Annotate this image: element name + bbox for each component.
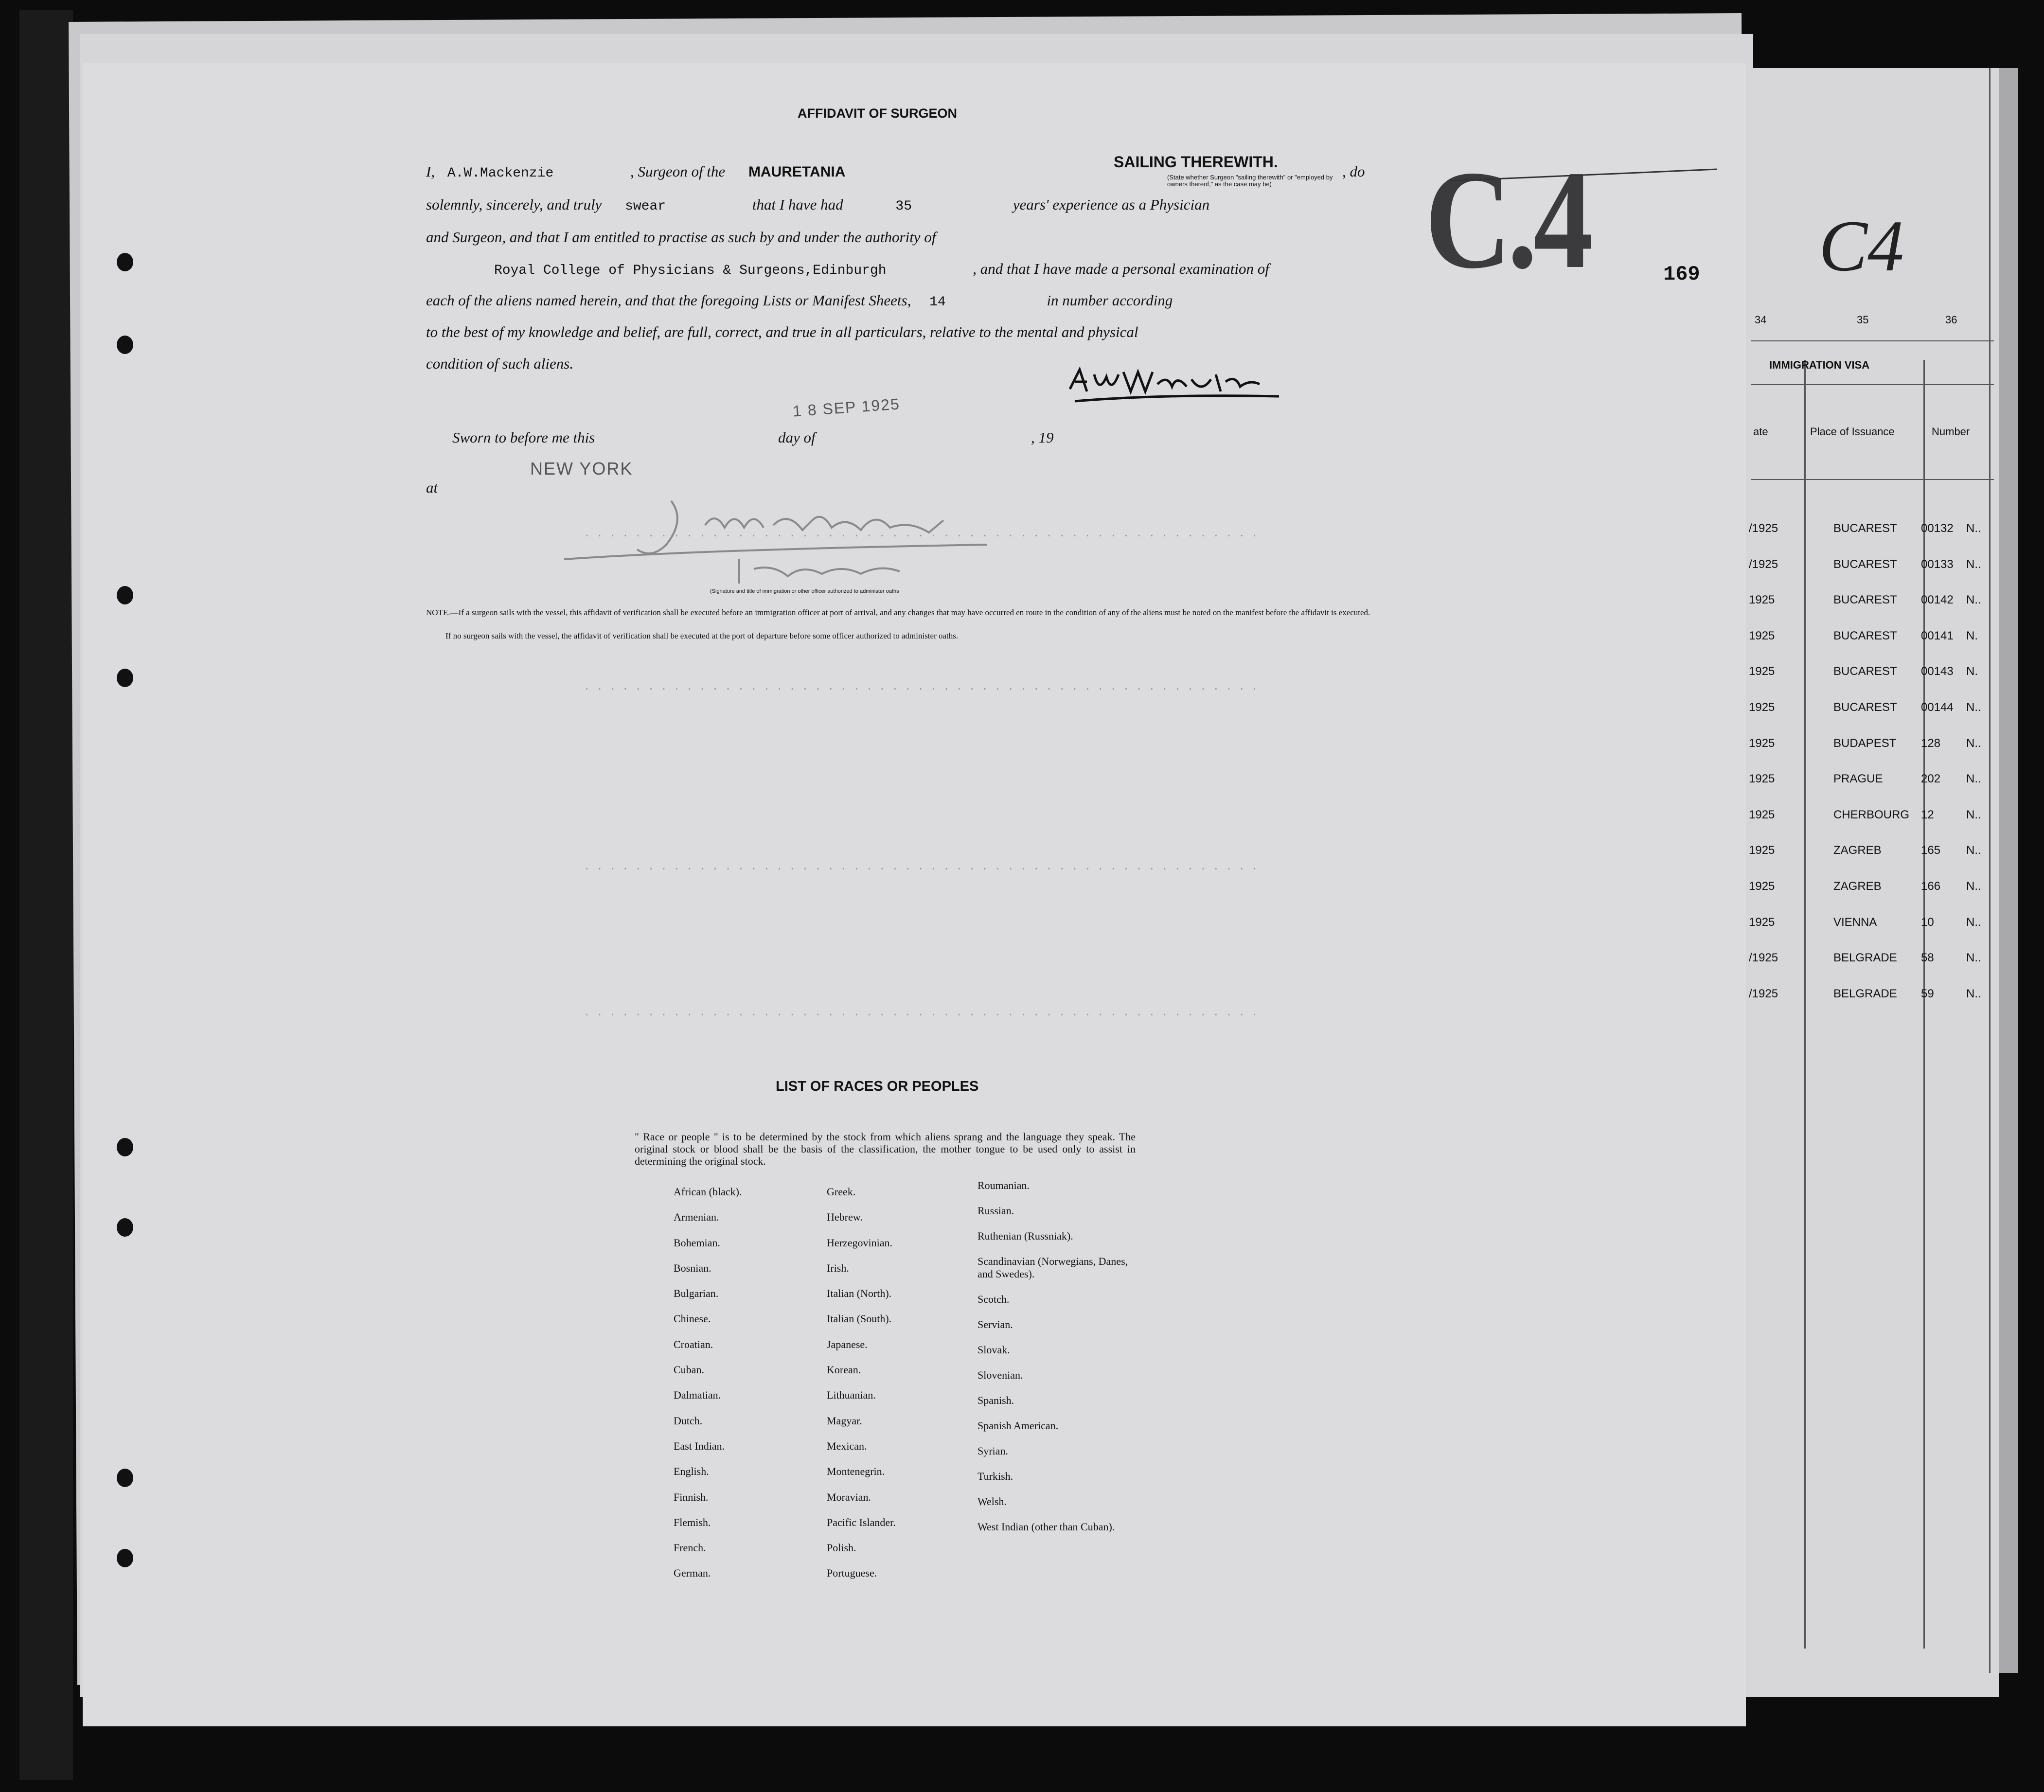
bleed-through-text: . . . . . . . . . . . . . . . . . . . . . . . . . . . . . . . . . . . . . . . . . . . . . . . . . . . . . <box>584 528 1258 540</box>
visa-mark-cell: N.. <box>1966 772 1981 785</box>
stamp-strike-line <box>1449 165 1722 185</box>
race-item: Scotch. <box>978 1293 1010 1305</box>
race-item: Ruthenian (Russniak). <box>978 1230 1073 1242</box>
visa-place-cell: PRAGUE <box>1833 772 1883 785</box>
signature-caption: (Signature and title of immigration or other officer authorized to administer oaths <box>710 588 899 594</box>
visa-number-cell: 58 <box>1921 951 1934 964</box>
race-item: Pacific Islander. <box>827 1516 896 1528</box>
visa-mark-cell: N.. <box>1966 916 1981 929</box>
visa-date-cell: /1925 <box>1749 987 1778 1000</box>
race-item: Russian. <box>978 1205 1014 1217</box>
race-item: Flemish. <box>674 1516 711 1528</box>
line-2-end: years' experience as a Physician <box>1013 196 1210 213</box>
race-item: Armenian. <box>674 1211 719 1224</box>
race-item: Slovak. <box>978 1344 1010 1356</box>
races-heading: LIST OF RACES OR PEOPLES <box>776 1079 979 1094</box>
page-number: 169 <box>1663 263 1700 286</box>
race-item: Magyar. <box>827 1414 862 1427</box>
binding-hole <box>117 1549 133 1567</box>
visa-place-cell: BUCAREST <box>1833 629 1897 642</box>
officer-signature <box>559 491 1094 593</box>
visa-date-cell: 1925 <box>1749 737 1775 750</box>
visa-mark-cell: N.. <box>1966 844 1981 857</box>
column-number: 34 <box>1755 314 1767 326</box>
visa-mark-cell: N.. <box>1966 558 1981 571</box>
years-value: 35 <box>895 199 912 214</box>
column-number: 36 <box>1945 314 1957 326</box>
race-item: Dalmatian. <box>674 1389 721 1402</box>
race-item: Turkish. <box>978 1470 1013 1482</box>
column-number: 35 <box>1857 314 1869 326</box>
year-prefix: , 19 <box>1031 429 1054 446</box>
visa-date-cell: 1925 <box>1749 844 1775 857</box>
race-item: Welsh. <box>978 1495 1007 1508</box>
page-edge <box>1999 68 2018 1673</box>
affidavit-heading: AFFIDAVIT OF SURGEON <box>798 106 957 121</box>
race-item: Portuguese. <box>827 1567 877 1579</box>
visa-place-cell: BUCAREST <box>1833 522 1897 535</box>
visa-date-cell: 1925 <box>1749 772 1775 785</box>
visa-mark-cell: N.. <box>1966 737 1981 750</box>
race-item: Lithuanian. <box>827 1389 876 1402</box>
ship-name: MAURETANIA <box>748 164 846 180</box>
visa-place-cell: BUCAREST <box>1833 558 1897 571</box>
date-stamp: 1 8 SEP 1925 <box>792 395 901 420</box>
line-1-start: I, <box>426 163 435 180</box>
visa-date-cell: /1925 <box>1749 522 1778 535</box>
visa-number-cell: 165 <box>1921 844 1941 857</box>
binding-hole <box>117 586 133 604</box>
officer-signature-text <box>584 574 594 575</box>
line-1-mid: , Surgeon of the <box>630 163 726 180</box>
visa-mark-cell: N. <box>1966 629 1978 642</box>
visa-number-cell: 10 <box>1921 916 1934 929</box>
race-item: Dutch. <box>674 1414 703 1427</box>
place-stamp: NEW YORK <box>530 459 633 479</box>
visa-heading: IMMIGRATION VISA <box>1769 359 1870 371</box>
visa-number-cell: 128 <box>1921 737 1941 750</box>
binding-hole <box>117 1218 133 1237</box>
visa-date-cell: 1925 <box>1749 629 1775 642</box>
visa-date-cell: 1925 <box>1749 880 1775 893</box>
race-item: Spanish. <box>978 1394 1014 1406</box>
authority-value: Royal College of Physicians & Surgeons,Edinburgh <box>494 263 887 278</box>
visa-place-cell: VIENNA <box>1833 916 1877 929</box>
visa-mark-cell: N.. <box>1966 593 1981 606</box>
surgeon-signature-text <box>1084 414 1091 415</box>
affidavit-line-3: and Surgeon, and that I am entitled to practise as such by and under the authority of <box>426 229 936 246</box>
race-item: Scandinavian (Norwegians, Danes, and Swedes). <box>978 1255 1128 1280</box>
page-code-stamp: C.4 <box>1425 142 1589 298</box>
visa-number-cell: 59 <box>1921 987 1934 1000</box>
races-column-2 <box>827 1179 973 1586</box>
race-item: Bosnian. <box>674 1261 711 1274</box>
visa-date-cell: /1925 <box>1749 951 1778 964</box>
oath-word: swear <box>625 199 666 214</box>
race-item: English. <box>674 1465 709 1478</box>
table-rule <box>1989 68 1991 1673</box>
binding-hole <box>117 336 133 354</box>
visa-mark-cell: N.. <box>1966 987 1981 1000</box>
race-item: Spanish American. <box>978 1419 1059 1432</box>
surgeon-name: A.W.Mackenzie <box>447 166 554 181</box>
race-item: Herzegovinian. <box>827 1236 892 1249</box>
race-item: Servian. <box>978 1318 1013 1331</box>
visa-mark-cell: N. <box>1966 665 1978 678</box>
visa-number-cell: 00144 <box>1921 701 1954 714</box>
visa-mark-cell: N.. <box>1966 951 1981 964</box>
visa-mark-cell: N.. <box>1966 808 1981 821</box>
races-column-1 <box>674 1179 819 1586</box>
race-item: Irish. <box>827 1261 849 1274</box>
visa-number-cell: 00141 <box>1921 629 1954 642</box>
table-rule <box>1751 479 1994 480</box>
sworn-label: Sworn to before me this <box>452 429 595 446</box>
race-item: Chinese. <box>674 1313 711 1325</box>
races-column-3 <box>978 1179 1138 1546</box>
sailing-note: (State whether Surgeon "sailing therewith" or "employed by owners thereof," as the case may be) <box>1167 174 1333 188</box>
visa-date-cell: 1925 <box>1749 665 1775 678</box>
visa-number-cell: 166 <box>1921 880 1941 893</box>
bleed-through-text: . . . . . . . . . . . . . . . . . . . . . . . . . . . . . . . . . . . . . . . . . . . . . . . . . . . . . <box>584 681 1258 693</box>
sailing-stamp: SAILING THEREWITH. <box>1114 153 1278 171</box>
race-item: African (black). <box>674 1186 742 1198</box>
visa-place-cell: BUCAREST <box>1833 593 1897 606</box>
race-item: Slovenian. <box>978 1369 1023 1381</box>
note-2: If no surgeon sails with the vessel, the affidavit of verification shall be executed at the port of departure before some officer authorized to administer oaths. <box>445 631 959 640</box>
race-item: French. <box>674 1542 706 1554</box>
visa-place-cell: BUCAREST <box>1833 701 1897 714</box>
race-item: Bulgarian. <box>674 1287 719 1300</box>
race-item: Hebrew. <box>827 1211 863 1224</box>
race-item: Moravian. <box>827 1490 871 1503</box>
visa-place-cell: ZAGREB <box>1833 880 1882 893</box>
visa-place-cell: ZAGREB <box>1833 844 1882 857</box>
day-of-label: day of <box>778 429 816 446</box>
race-item: West Indian (other than Cuban). <box>978 1521 1115 1533</box>
note-label: NOTE. <box>426 608 450 617</box>
bleed-through-text: . . . . . . . . . . . . . . . . . . . . . . . . . . . . . . . . . . . . . . . . . . . . . . . . . . . . . <box>584 1007 1258 1019</box>
race-item: Bohemian. <box>674 1236 720 1249</box>
race-item: Croatian. <box>674 1338 713 1350</box>
visa-place-cell: BUDAPEST <box>1833 737 1897 750</box>
binding-edge <box>19 10 73 1780</box>
visa-place-cell: CHERBOURG <box>1833 808 1910 821</box>
column-header-date: ate <box>1753 426 1768 438</box>
race-item: Cuban. <box>674 1364 704 1376</box>
affidavit-line-6: to the best of my knowledge and belief, are full, correct, and true in all particulars, relative to the mental and physical <box>426 323 1138 340</box>
line-4-end: , and that I have made a personal examination of <box>973 260 1269 277</box>
visa-date-cell: /1925 <box>1749 558 1778 571</box>
affidavit-line-7: condition of such aliens. <box>426 355 574 372</box>
visa-date-cell: 1925 <box>1749 701 1775 714</box>
race-item: German. <box>674 1567 711 1579</box>
race-item: Roumanian. <box>978 1179 1030 1191</box>
visa-date-cell: 1925 <box>1749 916 1775 929</box>
visa-mark-cell: N.. <box>1966 701 1981 714</box>
race-item: Polish. <box>827 1542 856 1554</box>
race-item: East Indian. <box>674 1439 725 1452</box>
visa-number-cell: 00143 <box>1921 665 1954 678</box>
line-2-start: solemnly, sincerely, and truly <box>426 196 602 213</box>
at-label: at <box>426 479 438 496</box>
line-2-mid: that I have had <box>752 196 843 213</box>
handwritten-code: C4 <box>1819 206 1904 286</box>
race-item: Montenegrin. <box>827 1465 885 1478</box>
affidavit-line-2 <box>426 196 1369 214</box>
affidavit-line-4 <box>426 260 1369 278</box>
visa-place-cell: BELGRADE <box>1833 951 1897 964</box>
visa-date-cell: 1925 <box>1749 593 1775 606</box>
column-header-place: Place of Issuance <box>1810 426 1895 438</box>
sheet-count: 14 <box>929 295 946 310</box>
visa-mark-cell: N.. <box>1966 880 1981 893</box>
column-header-number: Number <box>1932 426 1970 438</box>
visa-place-cell: BELGRADE <box>1833 987 1897 1000</box>
race-item: Korean. <box>827 1364 861 1376</box>
line-5-end: in number according <box>1047 292 1173 309</box>
affidavit-line-5 <box>426 292 1369 310</box>
visa-number-cell: 00133 <box>1921 558 1954 571</box>
table-rule <box>1804 360 1806 1649</box>
binding-hole <box>117 669 133 687</box>
binding-hole <box>117 1138 133 1156</box>
visa-number-cell: 12 <box>1921 808 1934 821</box>
line-1-end: , do <box>1342 163 1365 180</box>
visa-mark-cell: N.. <box>1966 522 1981 535</box>
table-rule <box>1923 360 1925 1649</box>
race-item: Greek. <box>827 1186 856 1198</box>
note-1 <box>426 608 1379 618</box>
binding-hole <box>117 1469 133 1487</box>
race-item: Finnish. <box>674 1490 709 1503</box>
visa-date-cell: 1925 <box>1749 808 1775 821</box>
table-rule <box>1751 384 1994 385</box>
race-item: Syrian. <box>978 1445 1008 1457</box>
visa-number-cell: 00142 <box>1921 593 1954 606</box>
race-item: Japanese. <box>827 1338 868 1350</box>
note-1-text: —If a surgeon sails with the vessel, this affidavit of verification shall be executed before an immigration officer at port of arrival, and any changes that may have occurred en route in the condition of any of the aliens must be noted on the manifest before the affidavit is executed. <box>450 608 1370 617</box>
bleed-through-text: . . . . . . . . . . . . . . . . . . . . . . . . . . . . . . . . . . . . . . . . . . . . . . . . . . . . . <box>584 861 1258 873</box>
table-rule <box>1751 340 1994 341</box>
race-item: Mexican. <box>827 1439 867 1452</box>
line-5-start: each of the aliens named herein, and that the foregoing Lists or Manifest Sheets, <box>426 292 911 309</box>
visa-number-cell: 00132 <box>1921 522 1954 535</box>
binding-hole <box>117 253 133 271</box>
race-item: Italian (North). <box>827 1287 892 1300</box>
surgeon-signature <box>1065 360 1289 413</box>
race-item: Italian (South). <box>827 1313 892 1325</box>
visa-place-cell: BUCAREST <box>1833 665 1897 678</box>
visa-number-cell: 202 <box>1921 772 1941 785</box>
races-intro: " Race or people " is to be determined by the stock from which aliens sprang and the language they speak. The original stock or blood shall be the basis of the classification, the mother tongue to be used only to assist in determining the original stock. <box>635 1131 1136 1167</box>
